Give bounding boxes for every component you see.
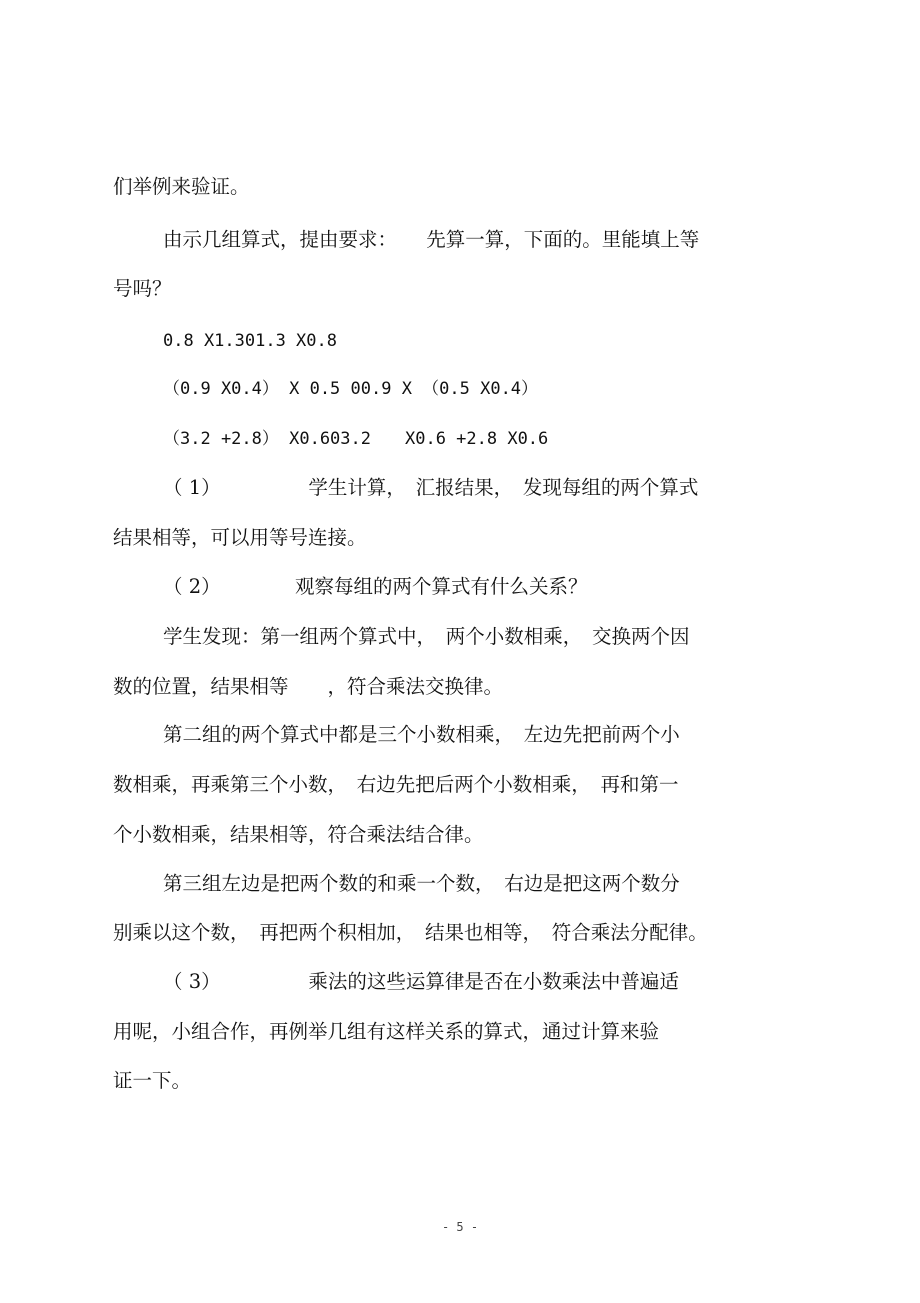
text-line-8: 结果相等，可以用等号连接。 (113, 526, 367, 549)
text-line-9: （ 2） 观察每组的两个算式有什么关系？ (163, 575, 588, 598)
text-line-16: 别乘以这个数， 再把两个积相加， 结果也相等， 符合乘法分配律。 (113, 921, 708, 944)
text-line-14: 个小数相乘，结果相等，符合乘法结合律。 (113, 823, 484, 846)
text-line-11: 数的位置，结果相等 ，符合乘法交换律。 (113, 675, 504, 698)
text-line-10: 学生发现：第一组两个算式中， 两个小数相乘， 交换两个因 (163, 625, 690, 648)
page-number: - 5 - (441, 1220, 479, 1234)
text-line-3: 号吗？ (113, 277, 172, 300)
text-line-17: （ 3） 乘法的这些运算律是否在小数乘法中普遍适 (163, 970, 679, 993)
text-line-13: 数相乘，再乘第三个小数， 右边先把后两个小数相乘， 再和第一 (113, 773, 679, 796)
text-line-12: 第二组的两个算式中都是三个小数相乘， 左边先把前两个小 (163, 723, 680, 746)
text-line-1: 们举例来验证。 (113, 175, 250, 198)
formula-line-1: 0.8 X1.301.3 X0.8 (163, 331, 337, 351)
text-line-2: 由示几组算式，提由要求： 先算一算，下面的。里能填上等 (163, 228, 700, 251)
formula-line-3: （3.2 +2.8） X0.603.2 X0.6 +2.8 X0.6 (163, 429, 549, 449)
formula-line-2: （0.9 X0.4） X 0.5 00.9 X （0.5 X0.4） (163, 379, 539, 399)
text-line-18: 用呢，小组合作，再例举几组有这样关系的算式，通过计算来验 (113, 1020, 660, 1043)
text-line-7: （ 1） 学生计算， 汇报结果， 发现每组的两个算式 (163, 476, 699, 499)
text-line-15: 第三组左边是把两个数的和乘一个数， 右边是把这两个数分 (163, 872, 680, 895)
text-line-19: 证一下。 (113, 1069, 192, 1092)
